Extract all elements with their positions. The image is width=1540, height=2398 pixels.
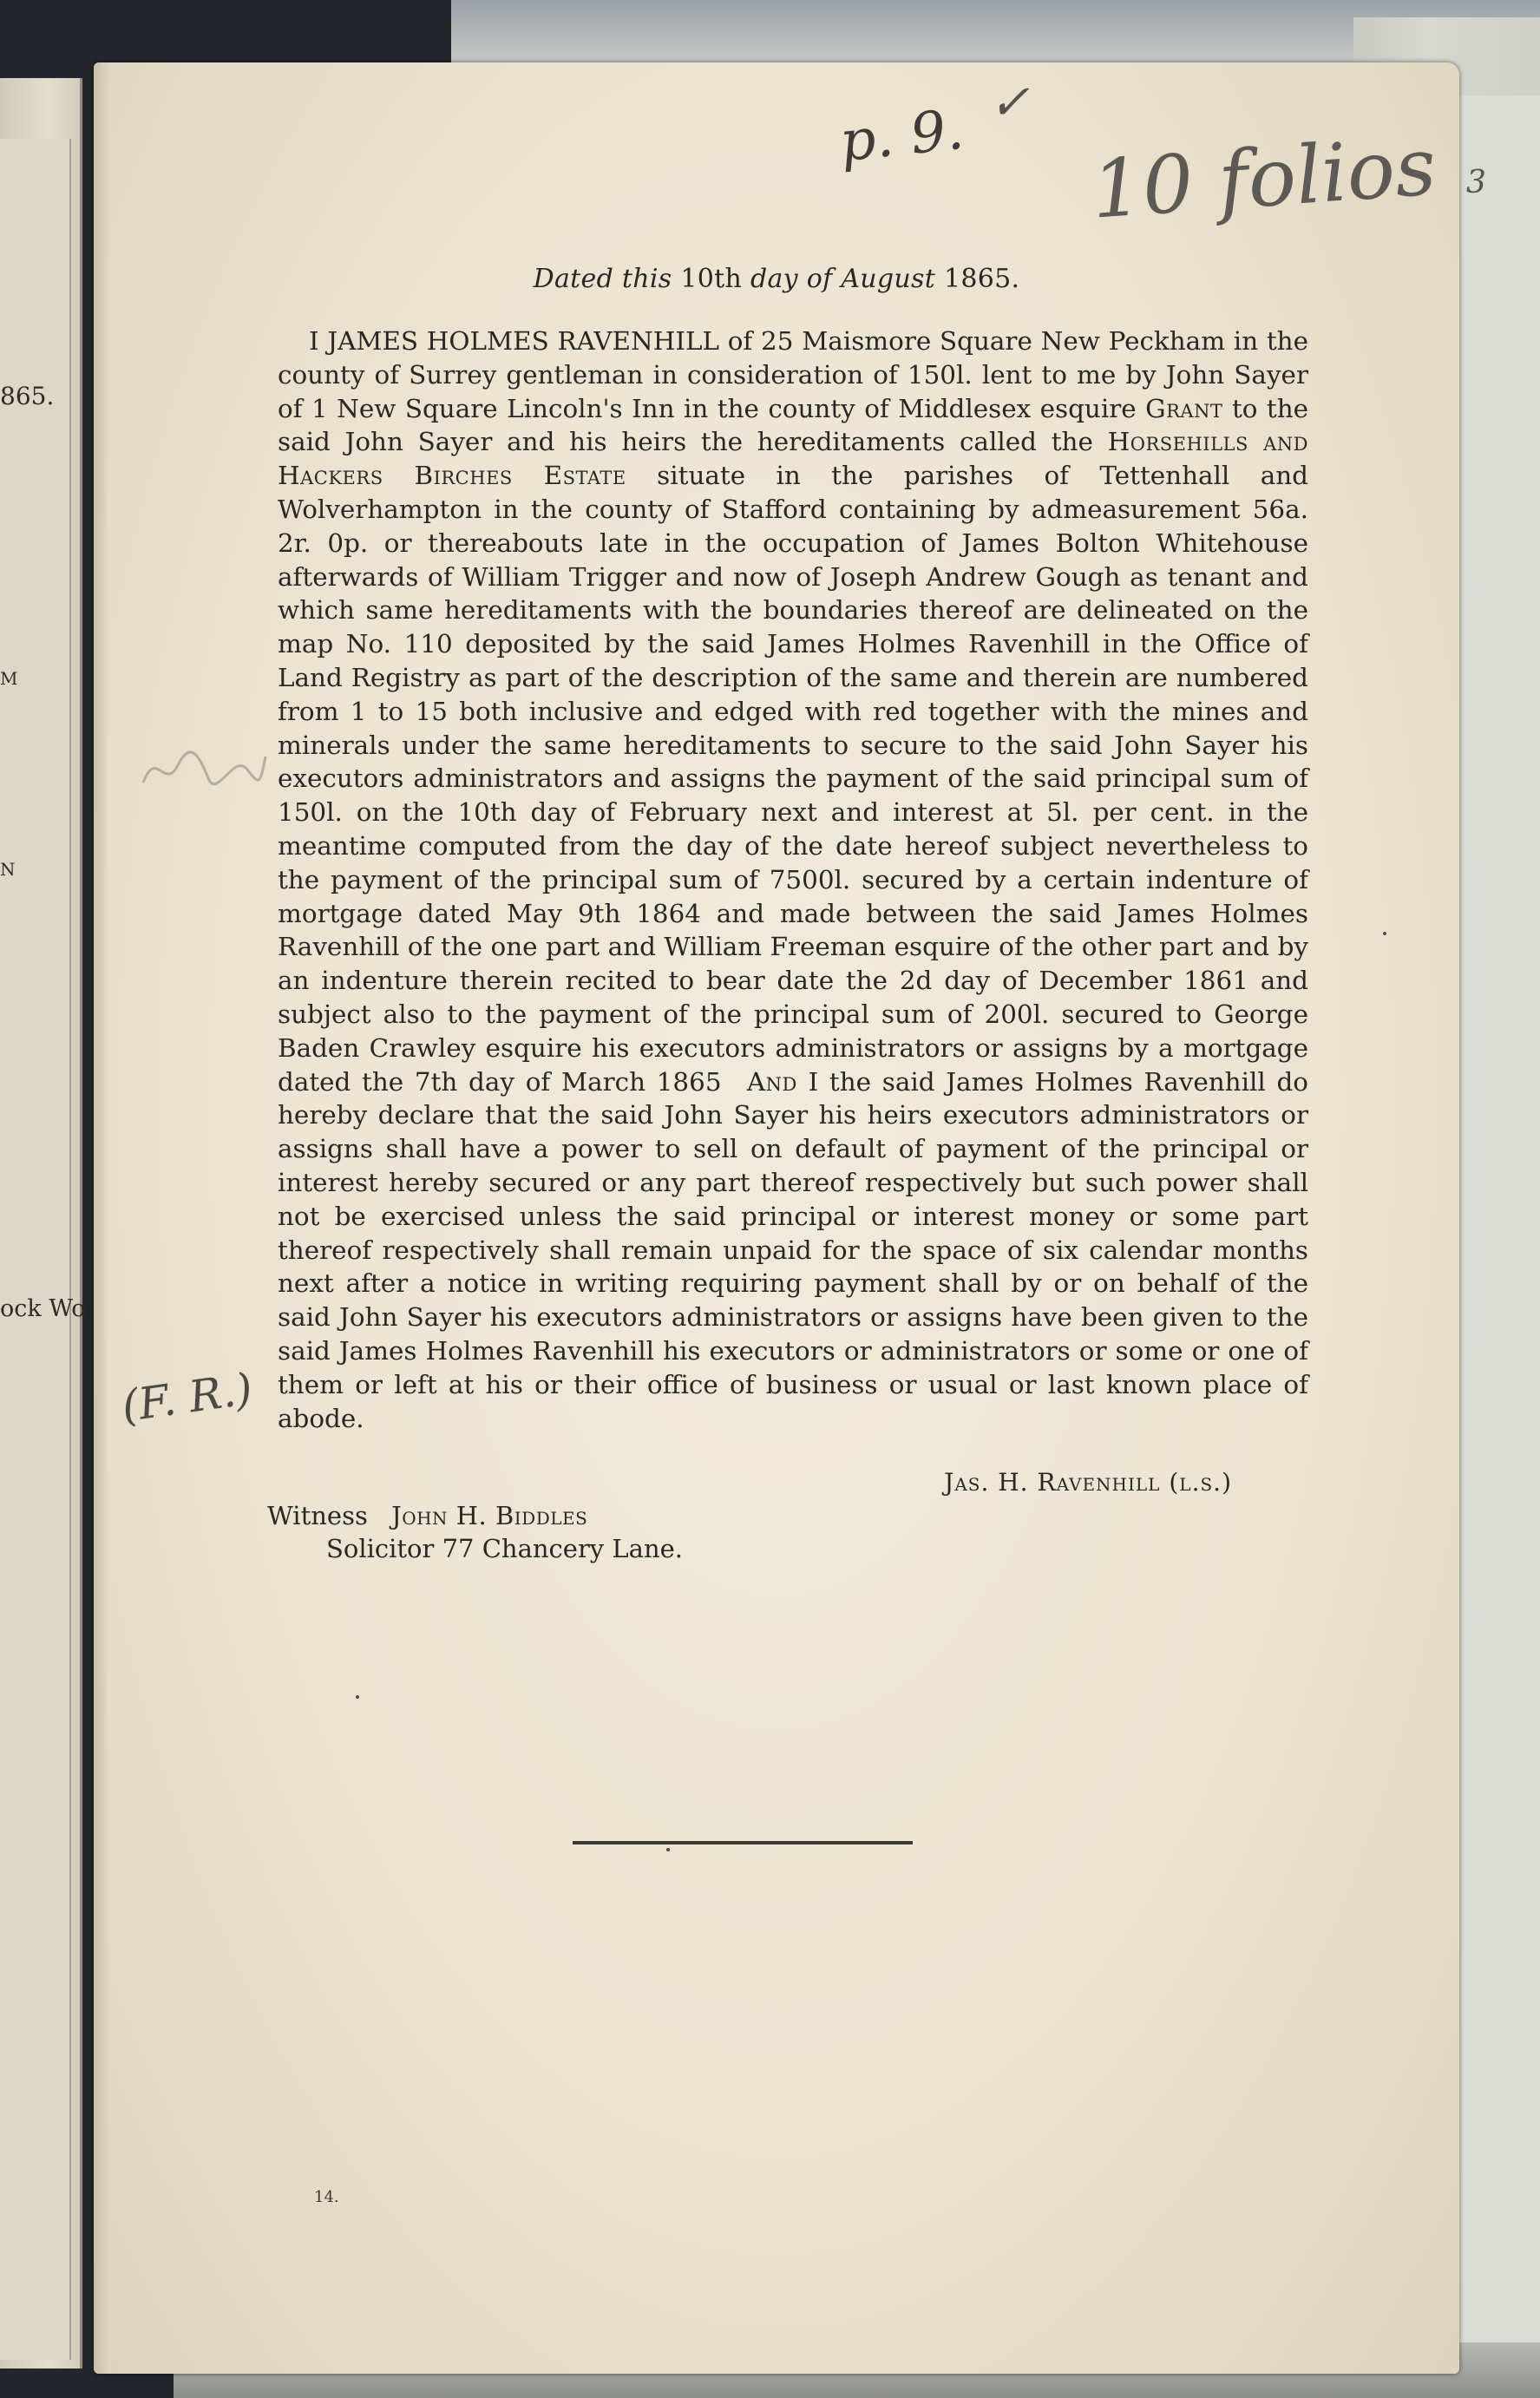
left-page-fragment-m: M bbox=[0, 668, 18, 689]
section-divider-rule bbox=[573, 1841, 913, 1844]
paper-speck bbox=[666, 1848, 670, 1851]
handwritten-folios-count: 10 folios bbox=[1088, 120, 1439, 237]
handwritten-margin-initials: (F. R.) bbox=[118, 1363, 256, 1432]
printed-page-number: 14. bbox=[314, 2188, 339, 2206]
date-month: August bbox=[841, 264, 936, 294]
deed-page bbox=[94, 62, 1459, 2374]
deed-body-paragraph bbox=[278, 324, 1308, 1435]
date-year: 1865. bbox=[943, 264, 1020, 294]
body-part-3: situate in the parishes of Tettenhall and Wolverhampton in the county of Stafford containing by admeasurement 56a. 2r. 0p. or thereabouts late in the occupation of James Bolton Whitehouse afterwards of William Trigger and now of Joseph Andrew Gough as tenant and which same hereditaments with the boundaries thereof are delineated on the map No. 110 deposited by the said James Holmes Ravenhill in the Office of Land Registry as part of the description of the same and therein are numbered from 1 to 15 both inclusive and edged with red together with the mines and minerals under the same hereditaments to secure to the said John Sayer his executors administrators and assigns the payment of the said principal sum of 150l. on the 10th day of February next and interest at 5l. per cent. in the meantime computed from the day of the date hereof subject nevertheless to the payment of the principal sum of 7500l. secured by a certain indenture of mortgage dated May 9th 1864 and made between the said James Holmes Ravenhill of the one part and William Freeman esquire of the other part and by an indenture therein recited to bear date the 2d day of December 1861 and subject also to the payment of the principal sum of 200l. secured to George Baden Crawley esquire his executors administrators or assigns by a mortgage dated the 7th day of March 1865 bbox=[278, 461, 1308, 1097]
witness-address: Solicitor 77 Chancery Lane. bbox=[326, 1534, 684, 1563]
paper-speck bbox=[1383, 932, 1386, 935]
page-margin-shadow bbox=[94, 62, 109, 2374]
left-page-edge bbox=[0, 139, 71, 2360]
grant-word: Grant bbox=[1145, 393, 1223, 423]
handwritten-tick-mark: ✓ bbox=[989, 75, 1030, 131]
date-day: 10th bbox=[680, 264, 743, 294]
left-page-fragment-wood: ock Wo bbox=[0, 1295, 86, 1322]
paper-speck bbox=[356, 1695, 359, 1699]
estate-name: Horsehills and Hackers Birches Estate bbox=[278, 427, 1309, 491]
and-word: And bbox=[746, 1066, 797, 1097]
left-page-fragment-n: N bbox=[0, 859, 16, 880]
body-part-4: I the said James Holmes Ravenhill do hereby declare that the said John Sayer his heirs executors administrators or assigns shall have a power to sell on default of payment of the principal or interest hereby secured or any part thereof respectively but such power shall not be exercised unless the said principal or interest money or some part thereof respectively shall remain unpaid for the space of six calendar months next after a notice in writing requiring payment shall by or on behalf of the said John Sayer his executors administrators or assigns have been given to the said James Holmes Ravenhill his executors or administrators or some or one of them or left at his or their office of business or usual or last known place of abode. bbox=[278, 1066, 1308, 1433]
date-prefix: Dated this bbox=[533, 264, 672, 294]
grantor-signature: Jas. H. Ravenhill (l.s.) bbox=[944, 1468, 1232, 1497]
handwritten-folio-number: p. 9. bbox=[836, 97, 967, 175]
witness-label: Witness bbox=[267, 1501, 368, 1530]
body-part-1: I JAMES HOLMES RAVENHILL of 25 Maismore Square New Peckham in the county of Surrey gentleman in consideration of 150l. lent to me by John Sayer of 1 New Square Lincoln's Inn in the county of Middlesex esquire bbox=[278, 326, 1308, 423]
faint-margin-scribble bbox=[139, 731, 269, 809]
deed-date-line bbox=[94, 264, 1459, 294]
left-page-fragment-year: 865. bbox=[0, 382, 55, 410]
witness-line bbox=[267, 1501, 587, 1530]
date-mid: day of bbox=[750, 264, 833, 294]
witness-name: John H. Biddles bbox=[391, 1501, 588, 1530]
right-corner-handwritten-mark: 3 bbox=[1466, 165, 1486, 200]
body-part-2: to the said John Sayer and his heirs the hereditaments called the bbox=[278, 393, 1309, 457]
